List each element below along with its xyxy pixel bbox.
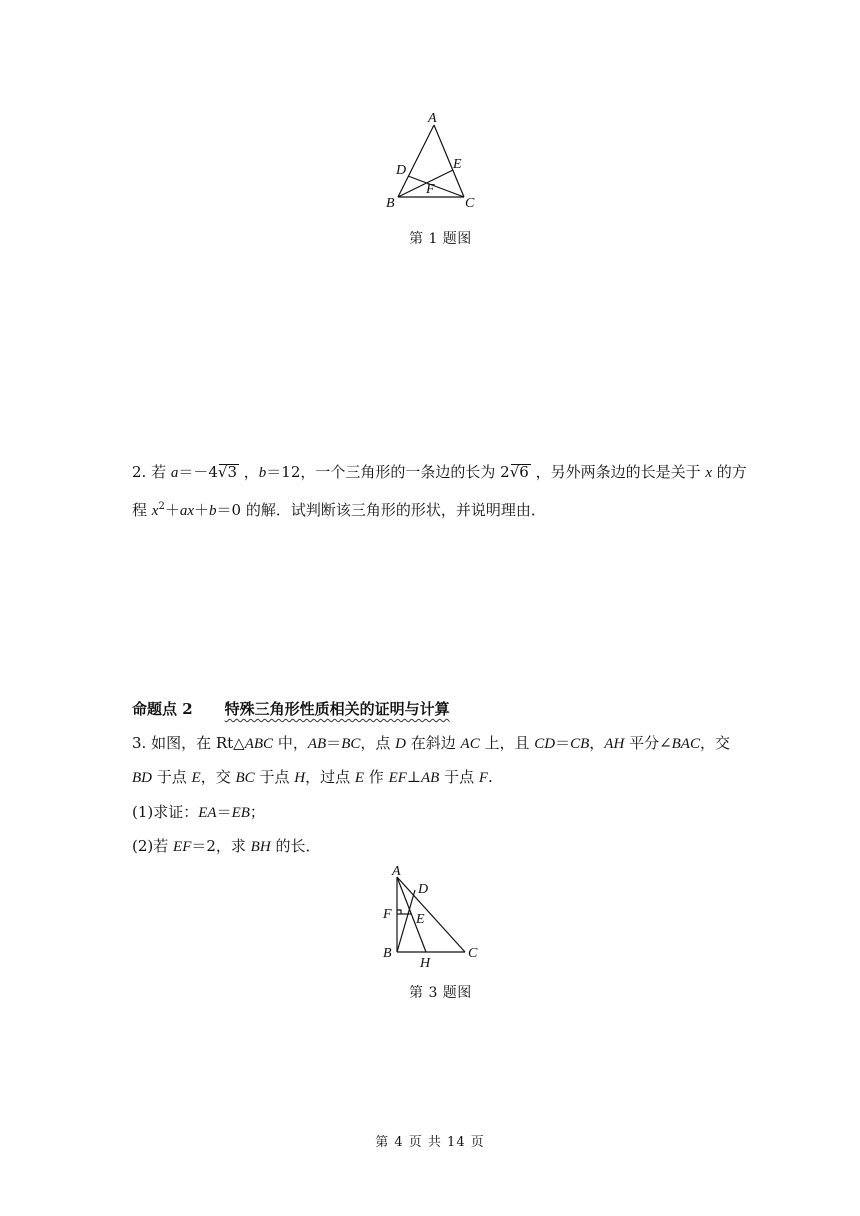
q2-line-1: 2. 若 a＝－4√ 3 ，b＝12，一个三角形的一条边的长为 2√ 6 ，另外两条边的长是关于 x 的方: [132, 462, 747, 483]
page-footer: 第 4 页 共 14 页: [375, 1135, 485, 1150]
label-a: A: [392, 864, 401, 879]
figure-1: [380, 108, 490, 213]
label-f: F: [383, 907, 392, 922]
figure-3: [378, 860, 488, 970]
label-b: B: [386, 196, 395, 211]
label-f: F: [426, 182, 435, 197]
q3-line-1: 3. 如图，在 Rt△ABC 中，AB＝BC，点 D 在斜边 AC 上，且 CD＝CB，AH 平分∠BAC，交: [132, 734, 730, 752]
section-label: 命题点 2: [132, 700, 193, 718]
label-d: D: [396, 163, 407, 178]
q2-line-2: 程 $x^2+ax+b=0$ 的解．试判断该三角形的形状，并说明理由．: [132, 501, 546, 519]
label-c: C: [468, 946, 478, 961]
label-c: C: [465, 196, 475, 211]
label-a: A: [428, 111, 437, 126]
figure-3-diagram: [378, 860, 488, 970]
q3-part-2: (2)若 EF＝2，求 BH 的长．: [132, 837, 321, 855]
segment-cd: [408, 176, 464, 197]
figure-1-caption: 第 1 题图: [409, 231, 472, 247]
section-heading: [132, 698, 450, 719]
figure-3-caption: 第 3 题图: [409, 985, 472, 1001]
sqrt-3: √ 3: [219, 464, 239, 480]
figure-1-diagram: [380, 108, 490, 213]
label-d: D: [418, 882, 429, 897]
q3-line-2: BD 于点 E，交 BC 于点 H，过点 E 作 EF⊥AB 于点 F.: [132, 768, 493, 786]
sqrt-6: √ 6: [511, 464, 531, 480]
q3-part-1: (1)求证：EA＝EB；: [132, 803, 265, 821]
label-e: E: [416, 912, 425, 927]
section-title: 特殊三角形性质相关的证明与计算: [224, 700, 450, 718]
label-h: H: [420, 956, 431, 970]
label-b: B: [383, 946, 392, 961]
label-e: E: [453, 157, 462, 172]
